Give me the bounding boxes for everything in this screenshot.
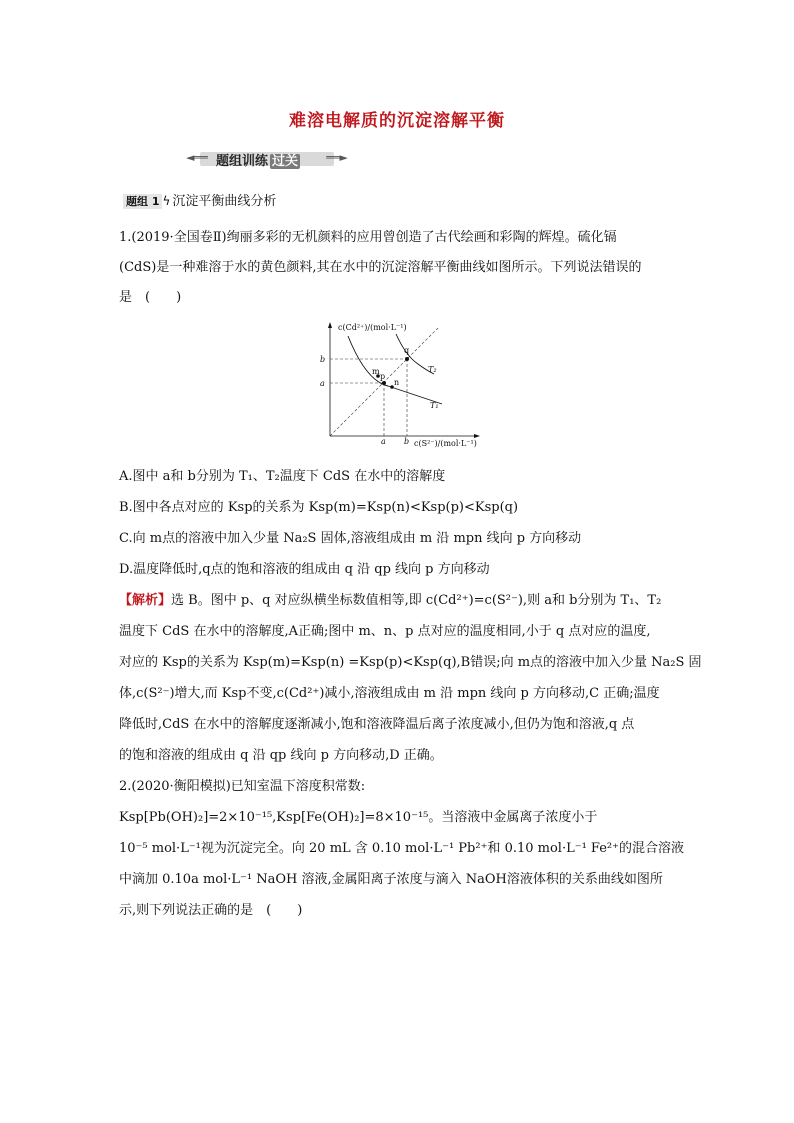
q2-line5: 示,则下列说法正确的是 ( ) — [119, 903, 303, 918]
y-tick-a: a — [320, 379, 325, 388]
banner-left-deco: ◄══ — [186, 151, 208, 164]
label-t1: T₁ — [430, 401, 439, 410]
q1-line3: 是 ( ) — [119, 290, 182, 305]
q1-line1: 1.(2019·全国卷Ⅱ)绚丽多彩的无机颜料的应用曾创造了古代绘画和彩陶的辉煌。硫化镉 — [119, 230, 617, 245]
analysis-label: 【解析】 — [119, 593, 172, 608]
banner-right-deco: ══► — [326, 151, 348, 164]
point-p — [382, 381, 386, 385]
analysis-line6: 的饱和溶液的组成由 q 沿 qp 线向 p 方向移动,D 正确。 — [119, 748, 443, 763]
analysis-line1 — [119, 593, 661, 609]
x-axis-arrow — [474, 434, 480, 438]
y-axis-label: c(Cd²⁺)/(mol·L⁻¹) — [338, 323, 407, 332]
label-p: p — [380, 372, 386, 381]
option-c: C.向 m点的溶液中加入少量 Na₂S 固体,溶液组成由 m 沿 mpn 线向 p 方向移动 — [119, 531, 582, 546]
q1-line2: (CdS)是一种难溶于水的黄色颜料,其在水中的沉淀溶解平衡曲线如图所示。下列说法错误的 — [119, 260, 642, 275]
y-tick-b: b — [320, 355, 326, 364]
section-banner — [186, 148, 348, 170]
label-n: n — [394, 378, 400, 387]
lightning-icon: ϟ — [162, 194, 171, 208]
x-tick-a: a — [381, 437, 386, 446]
analysis-line4: 体,c(S²⁻)增大,而 Ksp不变,c(Cd²⁺)减小,溶液组成由 m 沿 mpn 线向 p 方向移动,C 正确;温度 — [119, 686, 660, 701]
analysis-line3: 对应的 Ksp的关系为 Ksp(m)=Ksp(n) =Ksp(p)<Ksp(q),B错误;向 m点的溶液中加入少量 Na₂S 固 — [119, 655, 702, 670]
banner-text — [216, 150, 300, 169]
q2-line2: Ksp[Pb(OH)₂]=2×10⁻¹⁵,Ksp[Fe(OH)₂]=8×10⁻¹⁵。当溶液中金属离子浓度小于 — [119, 810, 598, 825]
x-axis-label: c(S²⁻)/(mol·L⁻¹) — [414, 439, 477, 448]
x-tick-b: b — [404, 437, 410, 446]
option-b: B.图中各点对应的 Ksp的关系为 Ksp(m)=Ksp(n)<Ksp(p)<Ksp(q) — [119, 500, 519, 515]
page-title: 难溶电解质的沉淀溶解平衡 — [289, 111, 505, 131]
option-d: D.温度降低时,q点的饱和溶液的组成由 q 沿 qp 线向 p 方向移动 — [119, 562, 490, 577]
label-q: q — [404, 346, 410, 355]
analysis-line5: 降低时,CdS 在水中的溶解度逐渐减小,饱和溶液降温后离子浓度减小,但仍为饱和溶液,q 点 — [119, 717, 635, 732]
option-a: A.图中 a和 b分别为 T₁、T₂温度下 CdS 在水中的溶解度 — [119, 469, 446, 484]
analysis-line2: 温度下 CdS 在水中的溶解度,A正确;图中 m、n、p 点对应的温度相同,小于 q 点对应的温度, — [119, 624, 651, 639]
analysis-line1-text: 选 B。图中 p、q 对应纵横坐标数值相等,即 c(Cd²⁺)=c(S²⁻),则 a和 b分别为 T₁、T₂ — [171, 593, 662, 608]
label-m: m — [372, 367, 380, 376]
banner-title: 题组训练 — [216, 154, 269, 169]
y-axis-arrow — [328, 322, 332, 328]
group-label: 题组 1 — [123, 194, 162, 209]
point-q — [405, 357, 409, 361]
label-t2: T₂ — [428, 365, 437, 374]
solubility-chart — [318, 316, 486, 450]
group-title: 沉淀平衡曲线分析 — [172, 194, 277, 209]
q2-line4: 中滴加 0.10a mol·L⁻¹ NaOH 溶液,金属阳离子浓度与滴入 NaOH溶液体积的关系曲线如图所 — [119, 872, 663, 887]
banner-tag: 过关 — [272, 154, 299, 169]
q2-line3: 10⁻⁵ mol·L⁻¹视为沉淀完全。向 20 mL 含 0.10 mol·L⁻¹ Pb²⁺和 0.10 mol·L⁻¹ Fe²⁺的混合溶液 — [119, 841, 684, 856]
group-heading — [123, 190, 276, 209]
q2-line1: 2.(2020·衡阳模拟)已知室温下溶度积常数: — [119, 779, 366, 794]
